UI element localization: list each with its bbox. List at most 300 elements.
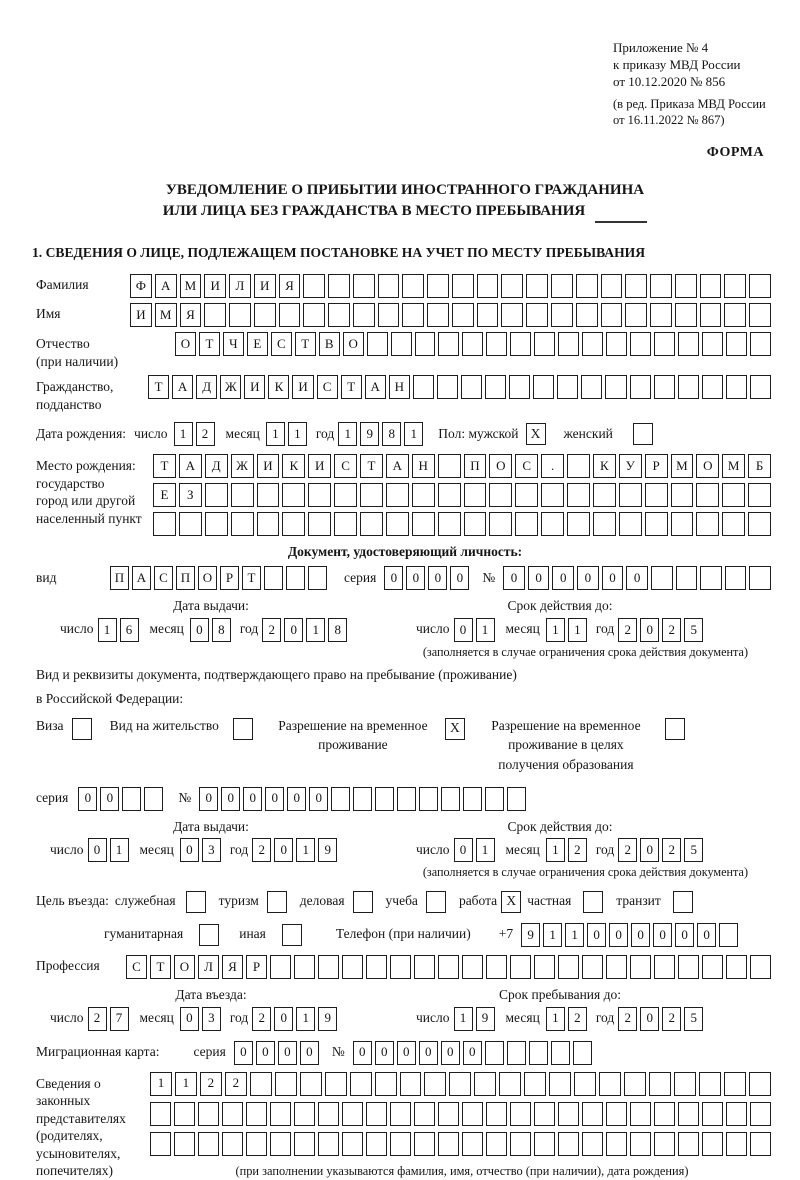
char-cell[interactable]: [424, 1072, 446, 1096]
char-cell[interactable]: [438, 332, 459, 356]
char-cell[interactable]: [303, 303, 325, 327]
char-cell[interactable]: [501, 303, 523, 327]
char-cell[interactable]: [350, 1072, 372, 1096]
char-cell[interactable]: [515, 512, 538, 536]
char-cell[interactable]: 2: [568, 838, 587, 862]
char-cell[interactable]: [630, 1102, 651, 1126]
char-cell[interactable]: [294, 1132, 315, 1156]
char-cell[interactable]: [264, 566, 283, 590]
char-cell[interactable]: Т: [295, 332, 316, 356]
char-cell[interactable]: [474, 1072, 496, 1096]
char-cell[interactable]: 0: [419, 1041, 438, 1065]
char-cell[interactable]: О: [175, 332, 196, 356]
char-cell[interactable]: [630, 1132, 651, 1156]
char-cell[interactable]: [726, 1132, 747, 1156]
char-cell[interactable]: [489, 483, 512, 507]
purpose-tourism-checkbox[interactable]: [267, 891, 287, 913]
char-cell[interactable]: 1: [266, 422, 285, 446]
char-cell[interactable]: 0: [353, 1041, 372, 1065]
char-cell[interactable]: 0: [463, 1041, 482, 1065]
char-cell[interactable]: Н: [389, 375, 410, 399]
char-cell[interactable]: [390, 955, 411, 979]
char-cell[interactable]: [630, 332, 651, 356]
char-cell[interactable]: 1: [338, 422, 357, 446]
char-cell[interactable]: [179, 512, 202, 536]
char-cell[interactable]: 0: [199, 787, 218, 811]
char-cell[interactable]: [645, 512, 668, 536]
char-cell[interactable]: [576, 303, 598, 327]
char-cell[interactable]: 2: [568, 1007, 587, 1031]
char-cell[interactable]: [702, 332, 723, 356]
char-cell[interactable]: [582, 1132, 603, 1156]
char-cell[interactable]: 0: [675, 923, 694, 947]
char-cell[interactable]: [625, 303, 647, 327]
purpose-other-checkbox[interactable]: [282, 924, 302, 946]
char-cell[interactable]: [678, 1132, 699, 1156]
char-cell[interactable]: [702, 1132, 723, 1156]
char-cell[interactable]: [222, 1102, 243, 1126]
char-cell[interactable]: 0: [441, 1041, 460, 1065]
char-cell[interactable]: 2: [662, 1007, 681, 1031]
char-cell[interactable]: 0: [284, 618, 303, 642]
purpose-private-checkbox[interactable]: [583, 891, 603, 913]
char-cell[interactable]: И: [308, 454, 331, 478]
char-cell[interactable]: 5: [684, 838, 703, 862]
char-cell[interactable]: И: [204, 274, 226, 298]
char-cell[interactable]: 1: [568, 618, 587, 642]
visa-checkbox[interactable]: [72, 718, 92, 740]
char-cell[interactable]: 0: [528, 566, 550, 590]
char-cell[interactable]: [391, 332, 412, 356]
char-cell[interactable]: 0: [609, 923, 628, 947]
residence-permit-checkbox[interactable]: [233, 718, 253, 740]
char-cell[interactable]: 2: [252, 838, 271, 862]
char-cell[interactable]: [437, 375, 458, 399]
char-cell[interactable]: [501, 274, 523, 298]
char-cell[interactable]: [250, 1072, 272, 1096]
char-cell[interactable]: 2: [618, 618, 637, 642]
char-cell[interactable]: [366, 1102, 387, 1126]
char-cell[interactable]: [419, 787, 438, 811]
char-cell[interactable]: [719, 923, 738, 947]
char-cell[interactable]: 2: [252, 1007, 271, 1031]
char-cell[interactable]: [334, 512, 357, 536]
char-cell[interactable]: [702, 1102, 723, 1126]
char-cell[interactable]: [485, 375, 506, 399]
char-cell[interactable]: 1: [404, 422, 423, 446]
char-cell[interactable]: [282, 512, 305, 536]
char-cell[interactable]: [412, 512, 435, 536]
char-cell[interactable]: 5: [684, 1007, 703, 1031]
char-cell[interactable]: [325, 1072, 347, 1096]
char-cell[interactable]: Д: [205, 454, 228, 478]
char-cell[interactable]: [700, 566, 722, 590]
char-cell[interactable]: [593, 512, 616, 536]
char-cell[interactable]: [551, 1041, 570, 1065]
char-cell[interactable]: И: [257, 454, 280, 478]
char-cell[interactable]: [386, 483, 409, 507]
char-cell[interactable]: [606, 1132, 627, 1156]
char-cell[interactable]: [198, 1132, 219, 1156]
char-cell[interactable]: [427, 303, 449, 327]
char-cell[interactable]: [581, 375, 602, 399]
char-cell[interactable]: [582, 955, 603, 979]
char-cell[interactable]: 0: [450, 566, 469, 590]
char-cell[interactable]: [342, 955, 363, 979]
char-cell[interactable]: 0: [640, 1007, 659, 1031]
char-cell[interactable]: [551, 274, 573, 298]
char-cell[interactable]: [246, 1102, 267, 1126]
char-cell[interactable]: 9: [476, 1007, 495, 1031]
sex-female-checkbox[interactable]: [633, 423, 653, 445]
purpose-transit-checkbox[interactable]: [673, 891, 693, 913]
char-cell[interactable]: [748, 512, 771, 536]
char-cell[interactable]: [378, 303, 400, 327]
char-cell[interactable]: [558, 1132, 579, 1156]
char-cell[interactable]: 0: [278, 1041, 297, 1065]
char-cell[interactable]: [674, 1072, 696, 1096]
char-cell[interactable]: [270, 1102, 291, 1126]
char-cell[interactable]: [318, 955, 339, 979]
char-cell[interactable]: [342, 1132, 363, 1156]
char-cell[interactable]: [294, 955, 315, 979]
char-cell[interactable]: [462, 332, 483, 356]
char-cell[interactable]: [438, 1132, 459, 1156]
char-cell[interactable]: О: [198, 566, 217, 590]
char-cell[interactable]: [624, 1072, 646, 1096]
char-cell[interactable]: [462, 955, 483, 979]
char-cell[interactable]: 1: [150, 1072, 172, 1096]
char-cell[interactable]: 0: [234, 1041, 253, 1065]
char-cell[interactable]: [675, 274, 697, 298]
char-cell[interactable]: [413, 375, 434, 399]
char-cell[interactable]: 2: [88, 1007, 107, 1031]
char-cell[interactable]: [526, 274, 548, 298]
char-cell[interactable]: [462, 1132, 483, 1156]
char-cell[interactable]: [696, 483, 719, 507]
char-cell[interactable]: 3: [202, 838, 221, 862]
char-cell[interactable]: [678, 332, 699, 356]
char-cell[interactable]: [582, 332, 603, 356]
char-cell[interactable]: В: [319, 332, 340, 356]
char-cell[interactable]: 0: [626, 566, 648, 590]
char-cell[interactable]: 2: [196, 422, 215, 446]
char-cell[interactable]: [601, 274, 623, 298]
char-cell[interactable]: 9: [360, 422, 379, 446]
char-cell[interactable]: 1: [98, 618, 117, 642]
char-cell[interactable]: [676, 566, 698, 590]
char-cell[interactable]: 9: [521, 923, 540, 947]
char-cell[interactable]: З: [179, 483, 202, 507]
char-cell[interactable]: [360, 483, 383, 507]
char-cell[interactable]: 0: [653, 923, 672, 947]
char-cell[interactable]: [526, 303, 548, 327]
char-cell[interactable]: [386, 512, 409, 536]
char-cell[interactable]: [675, 303, 697, 327]
char-cell[interactable]: [231, 512, 254, 536]
char-cell[interactable]: 6: [120, 618, 139, 642]
char-cell[interactable]: А: [155, 274, 177, 298]
char-cell[interactable]: [574, 1072, 596, 1096]
char-cell[interactable]: [279, 303, 301, 327]
char-cell[interactable]: К: [282, 454, 305, 478]
char-cell[interactable]: [294, 1102, 315, 1126]
char-cell[interactable]: О: [696, 454, 719, 478]
char-cell[interactable]: [477, 274, 499, 298]
char-cell[interactable]: [198, 1102, 219, 1126]
char-cell[interactable]: Я: [180, 303, 202, 327]
char-cell[interactable]: 1: [296, 1007, 315, 1031]
char-cell[interactable]: [625, 274, 647, 298]
char-cell[interactable]: [696, 512, 719, 536]
char-cell[interactable]: 0: [265, 787, 284, 811]
char-cell[interactable]: [463, 787, 482, 811]
purpose-study-checkbox[interactable]: [426, 891, 446, 913]
char-cell[interactable]: [334, 483, 357, 507]
char-cell[interactable]: [366, 955, 387, 979]
char-cell[interactable]: Т: [148, 375, 169, 399]
purpose-official-checkbox[interactable]: [186, 891, 206, 913]
char-cell[interactable]: [671, 483, 694, 507]
char-cell[interactable]: [533, 375, 554, 399]
char-cell[interactable]: [510, 955, 531, 979]
char-cell[interactable]: [282, 483, 305, 507]
char-cell[interactable]: 0: [631, 923, 650, 947]
char-cell[interactable]: [749, 303, 771, 327]
char-cell[interactable]: [650, 303, 672, 327]
char-cell[interactable]: [438, 483, 461, 507]
char-cell[interactable]: П: [110, 566, 129, 590]
char-cell[interactable]: 1: [476, 838, 495, 862]
char-cell[interactable]: Я: [222, 955, 243, 979]
char-cell[interactable]: М: [722, 454, 745, 478]
purpose-work-checkbox[interactable]: X: [501, 891, 521, 913]
char-cell[interactable]: [678, 375, 699, 399]
char-cell[interactable]: [486, 332, 507, 356]
char-cell[interactable]: [257, 512, 280, 536]
char-cell[interactable]: [485, 787, 504, 811]
char-cell[interactable]: [486, 1132, 507, 1156]
char-cell[interactable]: [174, 1132, 195, 1156]
char-cell[interactable]: [606, 955, 627, 979]
sex-male-checkbox[interactable]: X: [526, 423, 546, 445]
char-cell[interactable]: [534, 955, 555, 979]
char-cell[interactable]: [510, 1132, 531, 1156]
char-cell[interactable]: [678, 955, 699, 979]
char-cell[interactable]: [427, 274, 449, 298]
char-cell[interactable]: [601, 303, 623, 327]
char-cell[interactable]: Т: [150, 955, 171, 979]
char-cell[interactable]: [438, 454, 461, 478]
char-cell[interactable]: [308, 483, 331, 507]
char-cell[interactable]: 2: [662, 618, 681, 642]
char-cell[interactable]: 7: [110, 1007, 129, 1031]
char-cell[interactable]: 0: [88, 838, 107, 862]
char-cell[interactable]: [449, 1072, 471, 1096]
char-cell[interactable]: 0: [640, 618, 659, 642]
char-cell[interactable]: Р: [246, 955, 267, 979]
char-cell[interactable]: Ф: [130, 274, 152, 298]
char-cell[interactable]: [303, 274, 325, 298]
char-cell[interactable]: 0: [397, 1041, 416, 1065]
char-cell[interactable]: 0: [428, 566, 447, 590]
char-cell[interactable]: 2: [618, 838, 637, 862]
char-cell[interactable]: М: [155, 303, 177, 327]
char-cell[interactable]: Ч: [223, 332, 244, 356]
char-cell[interactable]: 2: [262, 618, 281, 642]
char-cell[interactable]: [748, 483, 771, 507]
char-cell[interactable]: Р: [220, 566, 239, 590]
char-cell[interactable]: И: [292, 375, 313, 399]
char-cell[interactable]: 0: [503, 566, 525, 590]
char-cell[interactable]: [486, 955, 507, 979]
char-cell[interactable]: 8: [328, 618, 347, 642]
char-cell[interactable]: 0: [384, 566, 403, 590]
char-cell[interactable]: [722, 483, 745, 507]
char-cell[interactable]: [461, 375, 482, 399]
char-cell[interactable]: 1: [288, 422, 307, 446]
char-cell[interactable]: 0: [577, 566, 599, 590]
char-cell[interactable]: 1: [546, 1007, 565, 1031]
char-cell[interactable]: [300, 1072, 322, 1096]
char-cell[interactable]: О: [489, 454, 512, 478]
char-cell[interactable]: 0: [100, 787, 119, 811]
char-cell[interactable]: [630, 375, 651, 399]
char-cell[interactable]: Л: [198, 955, 219, 979]
char-cell[interactable]: [412, 483, 435, 507]
char-cell[interactable]: [318, 1102, 339, 1126]
char-cell[interactable]: [402, 274, 424, 298]
char-cell[interactable]: [477, 303, 499, 327]
char-cell[interactable]: [452, 303, 474, 327]
char-cell[interactable]: [654, 955, 675, 979]
char-cell[interactable]: Т: [153, 454, 176, 478]
char-cell[interactable]: [375, 787, 394, 811]
char-cell[interactable]: 3: [202, 1007, 221, 1031]
char-cell[interactable]: 0: [552, 566, 574, 590]
char-cell[interactable]: [654, 332, 675, 356]
purpose-business-checkbox[interactable]: [353, 891, 373, 913]
char-cell[interactable]: 1: [175, 1072, 197, 1096]
char-cell[interactable]: [222, 1132, 243, 1156]
char-cell[interactable]: [726, 1102, 747, 1126]
char-cell[interactable]: [308, 512, 331, 536]
char-cell[interactable]: А: [386, 454, 409, 478]
char-cell[interactable]: [702, 375, 723, 399]
char-cell[interactable]: 0: [274, 1007, 293, 1031]
char-cell[interactable]: Л: [229, 274, 251, 298]
char-cell[interactable]: [549, 1072, 571, 1096]
char-cell[interactable]: [750, 1132, 771, 1156]
char-cell[interactable]: 1: [546, 618, 565, 642]
char-cell[interactable]: [153, 512, 176, 536]
char-cell[interactable]: [150, 1102, 171, 1126]
char-cell[interactable]: [510, 1102, 531, 1126]
char-cell[interactable]: [726, 955, 747, 979]
char-cell[interactable]: [286, 566, 305, 590]
char-cell[interactable]: [630, 955, 651, 979]
char-cell[interactable]: [515, 483, 538, 507]
char-cell[interactable]: Я: [279, 274, 301, 298]
char-cell[interactable]: [464, 512, 487, 536]
char-cell[interactable]: [671, 512, 694, 536]
char-cell[interactable]: И: [130, 303, 152, 327]
char-cell[interactable]: 0: [180, 1007, 199, 1031]
char-cell[interactable]: [402, 303, 424, 327]
char-cell[interactable]: [489, 512, 512, 536]
char-cell[interactable]: Т: [360, 454, 383, 478]
char-cell[interactable]: А: [365, 375, 386, 399]
char-cell[interactable]: [366, 1132, 387, 1156]
char-cell[interactable]: [390, 1102, 411, 1126]
char-cell[interactable]: [576, 274, 598, 298]
char-cell[interactable]: Т: [199, 332, 220, 356]
char-cell[interactable]: [573, 1041, 592, 1065]
char-cell[interactable]: 0: [640, 838, 659, 862]
char-cell[interactable]: П: [464, 454, 487, 478]
char-cell[interactable]: 0: [375, 1041, 394, 1065]
char-cell[interactable]: [725, 566, 747, 590]
char-cell[interactable]: О: [174, 955, 195, 979]
char-cell[interactable]: [438, 1102, 459, 1126]
char-cell[interactable]: [509, 375, 530, 399]
char-cell[interactable]: [558, 332, 579, 356]
char-cell[interactable]: 2: [200, 1072, 222, 1096]
char-cell[interactable]: 0: [587, 923, 606, 947]
char-cell[interactable]: А: [172, 375, 193, 399]
char-cell[interactable]: 0: [454, 618, 473, 642]
char-cell[interactable]: 0: [78, 787, 97, 811]
char-cell[interactable]: 1: [306, 618, 325, 642]
char-cell[interactable]: И: [254, 274, 276, 298]
char-cell[interactable]: [605, 375, 626, 399]
char-cell[interactable]: [328, 274, 350, 298]
char-cell[interactable]: [378, 274, 400, 298]
char-cell[interactable]: 0: [287, 787, 306, 811]
char-cell[interactable]: [699, 1072, 721, 1096]
char-cell[interactable]: [567, 483, 590, 507]
char-cell[interactable]: 1: [296, 838, 315, 862]
char-cell[interactable]: [749, 274, 771, 298]
char-cell[interactable]: С: [126, 955, 147, 979]
char-cell[interactable]: М: [671, 454, 694, 478]
char-cell[interactable]: 9: [318, 838, 337, 862]
char-cell[interactable]: У: [619, 454, 642, 478]
char-cell[interactable]: 1: [174, 422, 193, 446]
char-cell[interactable]: [700, 274, 722, 298]
char-cell[interactable]: [414, 955, 435, 979]
char-cell[interactable]: [750, 955, 771, 979]
temp-residence-checkbox[interactable]: X: [445, 718, 465, 740]
char-cell[interactable]: [353, 787, 372, 811]
char-cell[interactable]: Н: [412, 454, 435, 478]
char-cell[interactable]: [645, 483, 668, 507]
char-cell[interactable]: [308, 566, 327, 590]
char-cell[interactable]: [749, 566, 771, 590]
char-cell[interactable]: 5: [684, 618, 703, 642]
char-cell[interactable]: А: [179, 454, 202, 478]
char-cell[interactable]: [414, 1132, 435, 1156]
char-cell[interactable]: [541, 512, 564, 536]
char-cell[interactable]: С: [515, 454, 538, 478]
char-cell[interactable]: [524, 1072, 546, 1096]
char-cell[interactable]: [749, 1072, 771, 1096]
char-cell[interactable]: [654, 375, 675, 399]
char-cell[interactable]: [486, 1102, 507, 1126]
char-cell[interactable]: [726, 375, 747, 399]
char-cell[interactable]: [375, 1072, 397, 1096]
char-cell[interactable]: [700, 303, 722, 327]
